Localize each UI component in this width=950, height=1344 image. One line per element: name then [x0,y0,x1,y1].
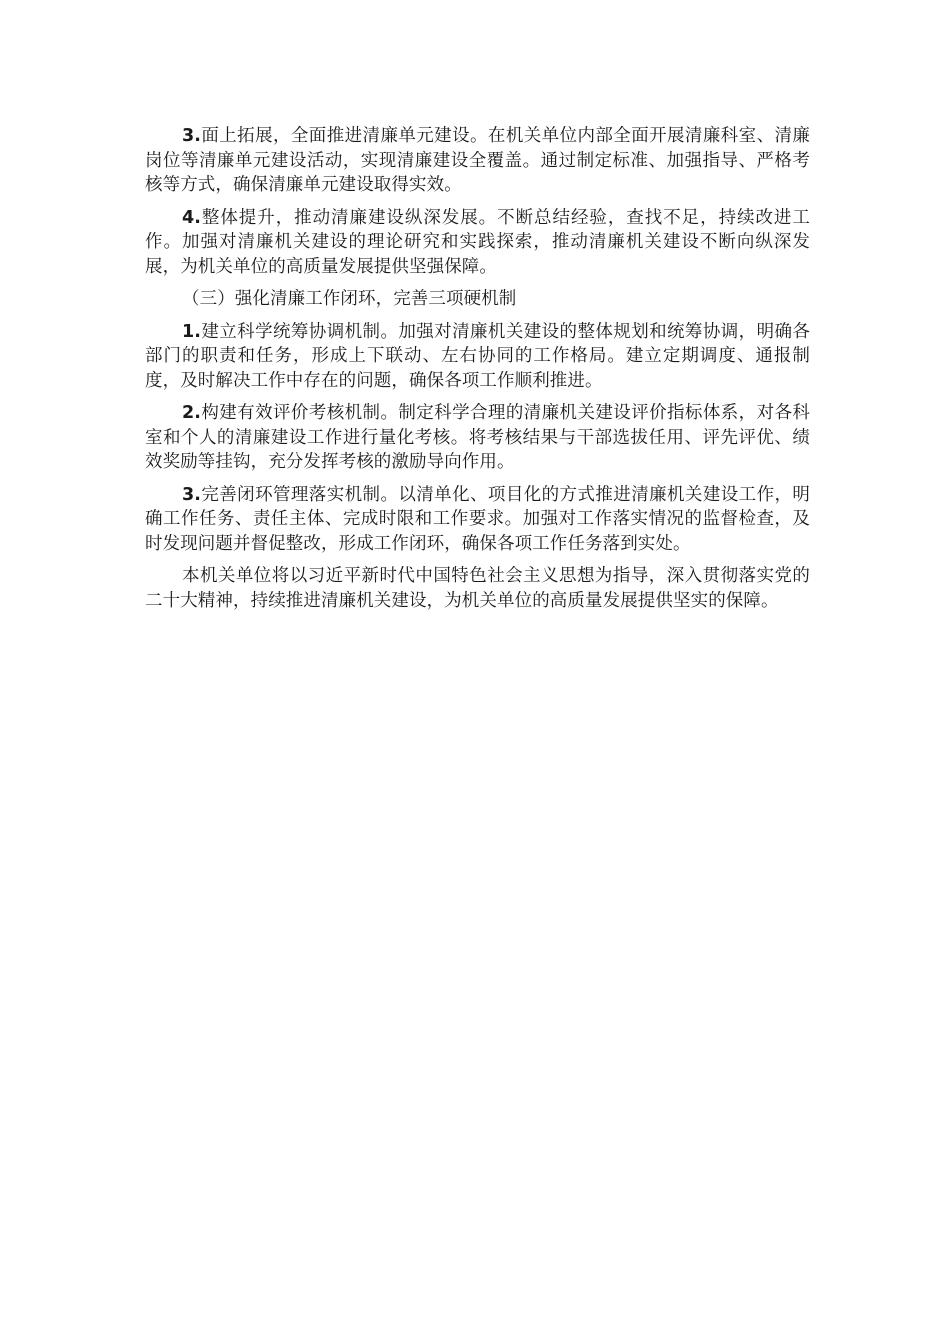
paragraph-item-3-expand [145,124,810,198]
paragraph-text: 建立科学统筹协调机制。加强对清廉机关建设的整体规划和统筹协调，明确各部门的职责和任务，形成上下联动、左右协同的工作格局。建立定期调度、通报制度，及时解决工作中存在的问题，确保各项工作顺利推进。 [145,321,810,391]
paragraph-mechanism-3 [145,483,810,557]
paragraph-number: 4. [182,207,202,228]
paragraph-number: 3. [182,126,202,146]
paragraph-mechanism-1 [145,320,810,394]
section-heading-text: （三）强化清廉工作闭环，完善三项硬机制 [182,289,517,309]
document-page [145,124,810,621]
paragraph-item-4-upgrade [145,206,810,280]
paragraph-text: 本机关单位将以习近平新时代中国特色社会主义思想为指导，深入贯彻落实党的二十大精神，持续推进清廉机关建设，为机关单位的高质量发展提供坚实的保障。 [145,566,810,611]
paragraph-number: 2. [182,403,202,423]
paragraph-text: 整体提升，推动清廉建设纵深发展。不断总结经验，查找不足，持续改进工作。加强对清廉机关建设的理论研究和实践探索，推动清廉机关建设不断向纵深发展，为机关单位的高质量发展提供坚强保障。 [145,207,810,277]
paragraph-number: 3. [182,484,202,505]
paragraph-text: 完善闭环管理落实机制。以清单化、项目化的方式推进清廉机关建设工作，明确工作任务、责任主体、完成时限和工作要求。加强对工作落实情况的监督检查，及时发现问题并督促整改，形成工作闭环，确保各项工作任务落到实处。 [145,484,810,554]
section-heading [145,287,810,312]
paragraph-text: 构建有效评价考核机制。制定科学合理的清廉机关建设评价指标体系，对各科室和个人的清廉建设工作进行量化考核。将考核结果与干部选拔任用、评先评优、绩效奖励等挂钩，充分发挥考核的激励导向作用。 [145,403,810,472]
paragraph-mechanism-2 [145,401,810,475]
paragraph-conclusion [145,564,810,613]
paragraph-text: 面上拓展，全面推进清廉单元建设。在机关单位内部全面开展清廉科室、清廉岗位等清廉单元建设活动，实现清廉建设全覆盖。通过制定标准、加强指导、严格考核等方式，确保清廉单元建设取得实效。 [145,126,810,195]
paragraph-number: 1. [182,321,202,342]
